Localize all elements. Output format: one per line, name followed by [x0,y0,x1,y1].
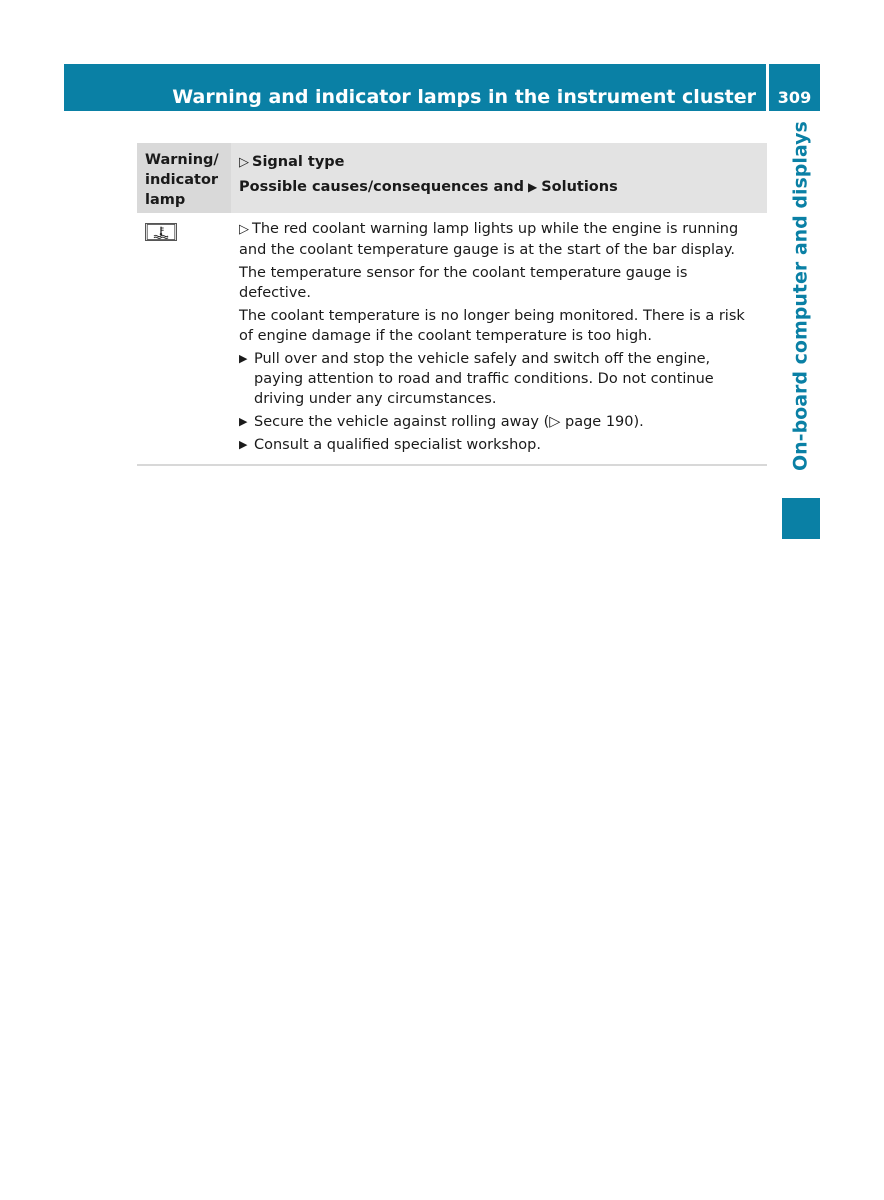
table-row [137,213,767,466]
list-item [239,349,763,409]
side-section-tab [782,121,820,490]
header-solutions-label: Solutions [541,179,618,195]
solution-step: Consult a qualified specialist workshop. [254,437,541,453]
bullet-arrow-icon: ▶ [239,438,248,451]
header-signal-type-label: Signal type [252,154,345,170]
solution-step: Secure the vehicle against rolling away (▷ page 190). [254,414,644,430]
cause-text: The temperature sensor for the coolant temperature gauge is defective. [239,265,688,301]
header-bar [64,64,766,111]
bullet-arrow-icon: ▶ [239,415,248,428]
bullet-arrow-icon: ▶ [239,352,248,365]
solution-step: Pull over and stop the vehicle safely and switch off the engine, paying attention to road and traffic conditions. Do not continue driving under any circumstances. [254,351,714,407]
page-number-box [769,64,820,111]
filled-triangle-icon: ▶ [527,180,538,194]
header-warning-lamp: Warning/ indicator lamp [137,143,231,213]
consequence-text: The coolant temperature is no longer being monitored. There is a risk of engine damage if the coolant temperature is too high. [239,308,745,344]
page-header-title: Warning and indicator lamps in the instrument cluster [172,86,756,108]
outline-triangle-icon: ▷ [239,222,249,237]
signal-description: ▷ The red coolant warning lamp lights up while the engine is running and the coolant temperature gauge is at the start of the bar display. [239,221,739,258]
side-section-marker [782,498,820,539]
lamp-cell [137,213,231,458]
page-number: 309 [777,88,812,107]
coolant-temperature-icon [145,223,177,241]
description-cell [231,213,767,458]
list-item [239,435,763,455]
header-signal-type [231,143,767,213]
outline-triangle-icon: ▷ [239,155,249,170]
warning-lamp-table [137,143,767,466]
table-header [137,143,767,213]
list-item [239,412,763,432]
header-causes-label: Possible causes/consequences and [239,179,524,195]
side-section-label: On-board computer and displays [789,121,812,471]
